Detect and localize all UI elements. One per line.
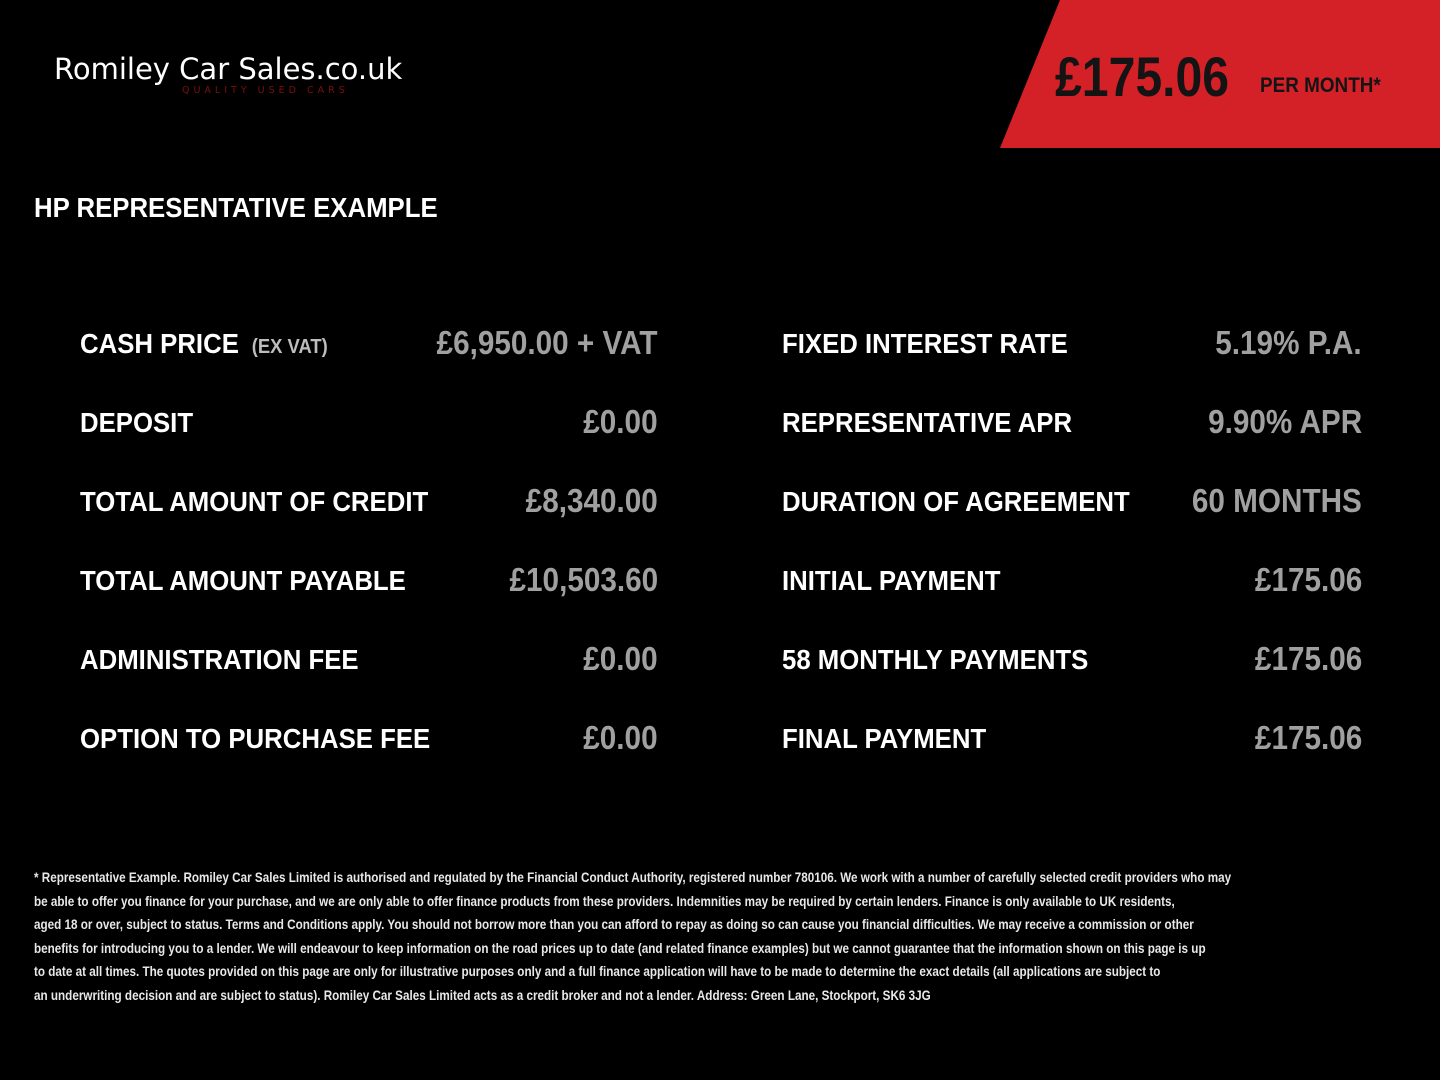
page-title: HP REPRESENTATIVE EXAMPLE (34, 192, 438, 223)
row-admin-fee (80, 640, 658, 684)
row-label: FINAL PAYMENT (782, 723, 987, 754)
disclaimer-line: an underwriting decision and are subject to status). Romiley Car Sales Limited acts as a credit broker and not a lender. Address: Green Lane, Stockport, SK6 3JG (34, 987, 931, 1003)
row-total-payable (80, 561, 658, 605)
row-label: REPRESENTATIVE APR (782, 407, 1073, 438)
row-option-fee (80, 719, 658, 763)
row-value: 60 MONTHS (1192, 482, 1362, 519)
row-cash-price (80, 324, 658, 368)
row-label: ADMINISTRATION FEE (80, 644, 359, 675)
row-duration (782, 482, 1362, 526)
row-label: TOTAL AMOUNT PAYABLE (80, 565, 406, 596)
logo-tagline: QUALITY USED CARS (182, 85, 349, 96)
row-value: £175.06 (1254, 561, 1362, 598)
row-value: 5.19% P.A. (1215, 324, 1362, 361)
disclaimer-line: aged 18 or over, subject to status. Terms and Conditions apply. You should not borrow more than you can afford to repay as doing so can cause you financial difficulties. We may receive a commission or other (34, 917, 1194, 932)
row-apr (782, 403, 1362, 447)
row-initial-payment (782, 561, 1362, 605)
row-total-credit (80, 482, 658, 526)
row-label: 58 MONTHLY PAYMENTS (782, 644, 1089, 675)
logo-name: Romiley Car Sales.co.uk (54, 52, 403, 86)
row-value: £175.06 (1254, 640, 1362, 677)
row-label: INITIAL PAYMENT (782, 565, 1001, 596)
disclaimer-line: to date at all times. The quotes provided on this page are only for illustrative purposes only and a full finance application will have to be made to determine the exact details (all applications are subject to (34, 964, 1161, 979)
row-label: DURATION OF AGREEMENT (782, 486, 1130, 517)
row-deposit (80, 403, 658, 447)
row-value: £8,340.00 (525, 482, 658, 519)
row-value: £6,950.00 + VAT (437, 324, 658, 361)
monthly-price: £175.06 (1055, 45, 1230, 108)
row-label: CASH PRICE (80, 328, 239, 359)
row-value: £0.00 (583, 640, 658, 677)
row-value: £0.00 (583, 403, 658, 440)
row-value: £0.00 (583, 719, 658, 756)
row-value: 9.90% APR (1207, 403, 1362, 440)
row-final-payment (782, 719, 1362, 763)
row-value: £175.06 (1254, 719, 1362, 756)
row-monthly-payments (782, 640, 1362, 684)
row-label: OPTION TO PURCHASE FEE (80, 723, 431, 754)
dealer-logo (54, 52, 403, 96)
per-month-label: PER MONTH* (1260, 74, 1381, 97)
row-value: £10,503.60 (509, 561, 658, 598)
row-sublabel: (EX VAT) (251, 336, 328, 358)
finance-disclaimer (34, 866, 1238, 1007)
row-label: DEPOSIT (80, 407, 194, 438)
row-label: FIXED INTEREST RATE (782, 328, 1068, 359)
disclaimer-line: be able to offer you finance for your purchase, and we are only able to offer finance products from these providers. Indemnities may be required by certain lenders. Finance is only available to UK residents, (34, 893, 1175, 909)
disclaimer-line: * Representative Example. Romiley Car Sales Limited is authorised and regulated by the Financial Conduct Authority, registered number 780106. We work with a number of carefully selected credit providers who may (34, 870, 1232, 885)
row-label: TOTAL AMOUNT OF CREDIT (80, 486, 429, 517)
row-interest-rate (782, 324, 1362, 368)
disclaimer-line: benefits for introducing you to a lender. We will endeavour to keep information on the road prices up to date (and related finance examples) but we cannot guarantee that the information shown on this page is up (34, 940, 1206, 956)
